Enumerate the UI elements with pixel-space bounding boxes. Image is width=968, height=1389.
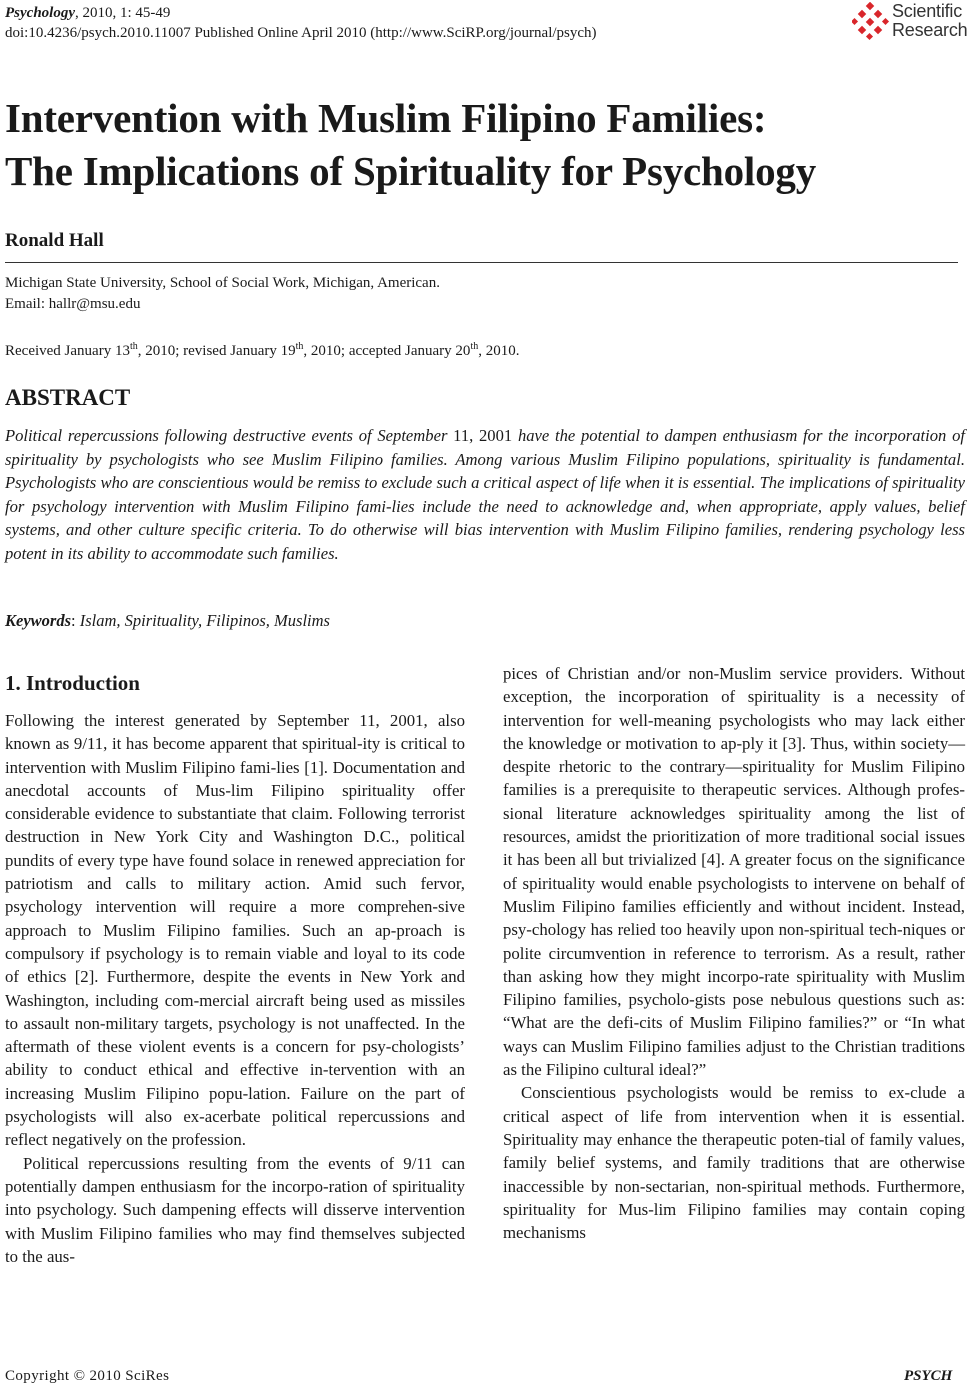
paragraph: Political repercussions resulting from the events of 9/11 can potentially dampen enthusiasm for the incorpo-ration of spirituality into psychology. Such dampening effects will disserve intervention with Muslim Filipino families who may find themselves subjected to the aus-	[5, 1153, 465, 1266]
logo-line-1: Scientific	[892, 1, 963, 21]
logo-wordmark	[892, 2, 967, 40]
paragraph: Conscientious psychologists would be remiss to ex-clude a critical aspect of life from intervention when it is essential. Spirituality may enhance the therapeutic poten-tial of family values, family belief systems, and family traditions that are otherwise inaccessible by non-sectarian, non-spiritual methods. Furthermore, spirituality for Mus-lim Filipino families may contain coping mechanisms	[503, 1083, 965, 1243]
keywords-label: Keywords	[5, 611, 71, 630]
abstract-heading: ABSTRACT	[5, 385, 131, 410]
section-heading-introduction: 1. Introduction	[5, 671, 140, 695]
received-sup-3: th	[470, 341, 479, 352]
body-column-left	[5, 709, 465, 1268]
author-name: Ronald Hall	[5, 230, 104, 251]
received-dates	[5, 336, 519, 362]
paragraph: Following the interest generated by September 11, 2001, also known as 9/11, it has become apparent that spiritual-ity is critical to intervention with Muslim Filipino fami-lies [1]. Documentation and anecdotal accounts of Mus-lim Filipino spirituality offer considerable evidence to substantiate that claim. Following terrorist destruction in New York City and Washington D.C., political pundits of every type have found solace in renewed appreciation for patriotism and calls to military action. Amid such fervor, psychology intervention will require a more comprehen-sive approach to Muslim Filipino families. Such an ap-proach is compulsory if psychology is to remain viable and loyal to its code of ethics [2]. Furthermore, despite the events in New York and Washington, including com-mercial aircraft being used as missiles to assault non-military targets, psychology is not unaffected. In the aftermath of these violent events is a concern for psy-chologists’ ability to conduct ethical and effective in-tervention with an increasing Muslim Filipino popu-lation. Failure on the part of psychologists will also ex-acerbate political repercussions and reflect negatively on the profession.	[5, 711, 465, 1150]
received-text-3: , 2010; accepted January 20	[303, 343, 471, 359]
abstract-text-2: have the potential to dampen enthusiasm for the incorporation of spirituality by psychologists who see Muslim Filipino families. Among various Muslim Filipino populations, spirituality is fundamental. Psychologists who are conscientious would be remiss to exclude such a critical aspect of life when it is essential. The implications of spirituality for psychology intervention with Muslim Filipino fami-lies include the need to acknowledge and, when appropriate, apply values, belief systems, and other culture specific criteria. To do otherwise will bias intervention with Muslim Filipino families, rendering psychology less potent in its ability to accommodate such families.	[5, 426, 965, 563]
footer-copyright: Copyright © 2010 SciRes	[5, 1368, 170, 1384]
paragraph: pices of Christian and/or non-Muslim service providers. Without exception, the incorporation of spirituality is a necessity of intervention for well-meaning psychologists who may lack either the knowledge or motivation to ap-ply it [3]. Thus, within society—despite rhetoric to the contrary—spirituality for Muslim Filipino families is a prerequisite to therapeutic services. Although profes-sional literature acknowledges spirituality among the list of resources, amidst the prioritization of more traditional social issues it has been all but trivialized [4]. A greater focus on the significance of spirituality would enable psychologists to intervene on behalf of Muslim Filipino families efficiently and without incident. Instead, psy-chology has relied too heavily upon non-spiritual tech-niques or polite circumvention in reference to terrorism. As a result, rather than asking how they might incorpo-rate spirituality with Muslim Filipino families, psycholo-gists pose nebulous questions such as: “What are the defi-cits of Muslim Filipino families?” or “In what ways can Muslim Filipino families adjust to the Christian traditions as the Filipino cultural ideal?”	[503, 664, 965, 1080]
doi-line: doi:10.4236/psych.2010.11007 Published Online April 2010 (http://www.SciRP.org/journal/psych)	[5, 25, 597, 41]
scientific-research-logo	[852, 2, 968, 42]
received-text-4: , 2010.	[478, 343, 520, 359]
journal-volume-pages: , 2010, 1: 45-49	[74, 5, 171, 21]
journal-citation	[5, 3, 170, 23]
received-sup-2: th	[295, 341, 304, 352]
footer-journal-abbrev: PSYCH	[904, 1368, 953, 1384]
abstract-body	[5, 424, 965, 565]
affiliation: Michigan State University, School of Social Work, Michigan, American.	[5, 275, 440, 291]
keywords	[5, 610, 330, 632]
keywords-values: Islam, Spirituality, Filipinos, Muslims	[79, 611, 330, 630]
received-text-1: Received January 13	[5, 343, 130, 359]
abstract-text-1: Political repercussions following destructive events of September	[5, 426, 454, 445]
body-column-right	[503, 662, 965, 1244]
abstract-date: 11, 2001	[453, 426, 513, 445]
received-text-2: , 2010; revised January 19	[137, 343, 296, 359]
title-line-1: Intervention with Muslim Filipino Families:	[5, 95, 767, 141]
title-line-2: The Implications of Spirituality for Psychology	[5, 148, 817, 194]
journal-name: Psychology	[5, 5, 75, 21]
author-email: Email: hallr@msu.edu	[5, 296, 141, 312]
paper-title	[5, 92, 965, 198]
author-divider	[5, 262, 958, 263]
logo-line-2: Research	[892, 20, 968, 40]
received-sup-1: th	[129, 341, 138, 352]
keywords-sep: :	[71, 611, 80, 630]
publisher-logo-icon	[852, 2, 890, 42]
